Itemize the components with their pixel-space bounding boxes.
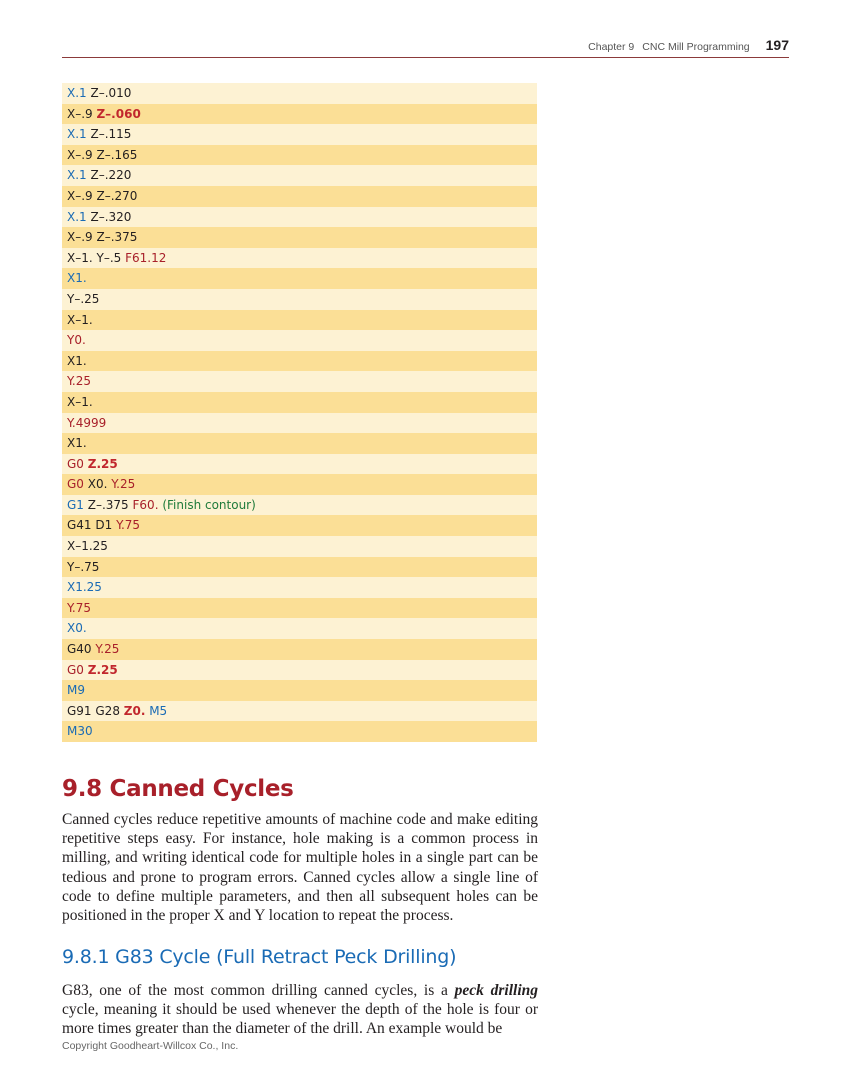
code-line	[62, 207, 537, 228]
chapter-label: Chapter 9	[588, 41, 635, 53]
code-token: Y.25	[67, 374, 91, 389]
code-token: X1.	[67, 271, 87, 286]
code-token: X–.9 Z–.375	[67, 230, 138, 245]
code-token: X1.	[67, 436, 87, 451]
code-token: G40	[67, 642, 96, 657]
code-line	[62, 165, 537, 186]
code-line	[62, 124, 537, 145]
code-line	[62, 433, 537, 454]
code-line	[62, 83, 537, 104]
code-line	[62, 618, 537, 639]
code-token: Z.25	[87, 662, 118, 677]
code-line	[62, 536, 537, 557]
code-token: Z–.060	[96, 106, 141, 121]
code-line	[62, 639, 537, 660]
code-line	[62, 495, 537, 516]
code-token: G41 D1	[67, 518, 117, 533]
code-line	[62, 660, 537, 681]
code-line	[62, 371, 537, 392]
code-token: X–1.25	[67, 539, 108, 554]
code-line	[62, 680, 537, 701]
code-token: G1	[67, 497, 88, 512]
code-token: G0	[67, 456, 88, 471]
code-token: G0	[67, 477, 88, 492]
code-token: Z–.375	[87, 497, 133, 512]
code-token: X1.	[67, 353, 87, 368]
code-token: X–1.	[67, 394, 93, 409]
code-token: M9	[67, 683, 85, 698]
code-token: (Finish contour)	[162, 497, 256, 512]
code-line	[62, 186, 537, 207]
code-line	[62, 310, 537, 331]
code-token: X–1.	[67, 312, 93, 327]
code-token: Z–.320	[86, 209, 132, 224]
code-token: Z–.115	[86, 127, 132, 142]
subsection-paragraph	[62, 981, 538, 1039]
code-token: X–.9 Z–.165	[67, 147, 138, 162]
copyright-footer: Copyright Goodheart-Willcox Co., Inc.	[62, 1040, 239, 1052]
code-line	[62, 598, 537, 619]
code-line	[62, 351, 537, 372]
code-token: M5	[145, 703, 168, 718]
code-token: X.1	[67, 168, 87, 183]
code-line	[62, 330, 537, 351]
code-line	[62, 145, 537, 166]
code-line	[62, 701, 537, 722]
code-token: Y–.25	[67, 291, 100, 306]
code-line	[62, 248, 537, 269]
paragraph-text-start: G83, one of the most common drilling canned cycles, is a	[62, 982, 455, 999]
code-token: X0.	[67, 621, 87, 636]
code-token: G91 G28	[67, 703, 124, 718]
code-line	[62, 227, 537, 248]
running-header	[62, 37, 789, 58]
section-paragraph: Canned cycles reduce repetitive amounts of machine code and make editing repetitive steps easy. For instance, hole making is a common process in milling, and writing identical code for multiple holes in a single part can be tedious and prone to program errors. Canned cycles allow a single line of code to define multiple parameters, and then all subsequent holes can be positioned in the proper X and Y location to repeat the process.	[62, 811, 538, 925]
code-token: Y0.	[67, 333, 86, 348]
code-token: Z–.220	[86, 168, 132, 183]
code-line	[62, 474, 537, 495]
code-line	[62, 515, 537, 536]
code-token: Y–.75	[67, 559, 100, 574]
paragraph-text-end: cycle, meaning it should be used whenever the depth of the hole is four or more times greater than the diameter of the drill. An example would be	[62, 1001, 538, 1038]
code-line	[62, 289, 537, 310]
code-token: Y.4999	[67, 415, 107, 430]
key-term: peck drilling	[454, 982, 538, 999]
code-token: X–1. Y–.5	[67, 250, 126, 265]
code-token: F60.	[132, 497, 163, 512]
code-line	[62, 268, 537, 289]
page-number: 197	[765, 37, 789, 53]
code-token: X–.9 Z–.270	[67, 188, 138, 203]
chapter-title: CNC Mill Programming	[642, 41, 750, 53]
code-line	[62, 413, 537, 434]
code-token: Y.25	[111, 477, 136, 492]
code-line	[62, 557, 537, 578]
code-token: Z0.	[123, 703, 146, 718]
code-token: Z.25	[87, 456, 118, 471]
code-token: Y.75	[116, 518, 141, 533]
code-token: X0.	[87, 477, 112, 492]
code-token: Y.25	[95, 642, 120, 657]
code-token: X1.25	[67, 580, 102, 595]
code-token: G0	[67, 662, 88, 677]
code-token: M30	[67, 724, 93, 739]
subsection-heading: 9.8.1 G83 Cycle (Full Retract Peck Drilling)	[62, 946, 457, 968]
code-token: Z–.010	[86, 86, 132, 100]
code-token: F61.12	[125, 250, 167, 265]
code-token: X.1	[67, 127, 87, 142]
code-line	[62, 104, 537, 125]
code-token: X–.9	[67, 106, 97, 121]
code-line	[62, 392, 537, 413]
code-listing	[62, 83, 537, 742]
code-token: X.1	[67, 209, 87, 224]
code-line	[62, 454, 537, 475]
code-line	[62, 721, 537, 742]
section-heading: 9.8 Canned Cycles	[62, 776, 294, 802]
code-token: Y.75	[67, 600, 91, 615]
code-line	[62, 577, 537, 598]
code-token: X.1	[67, 86, 87, 100]
